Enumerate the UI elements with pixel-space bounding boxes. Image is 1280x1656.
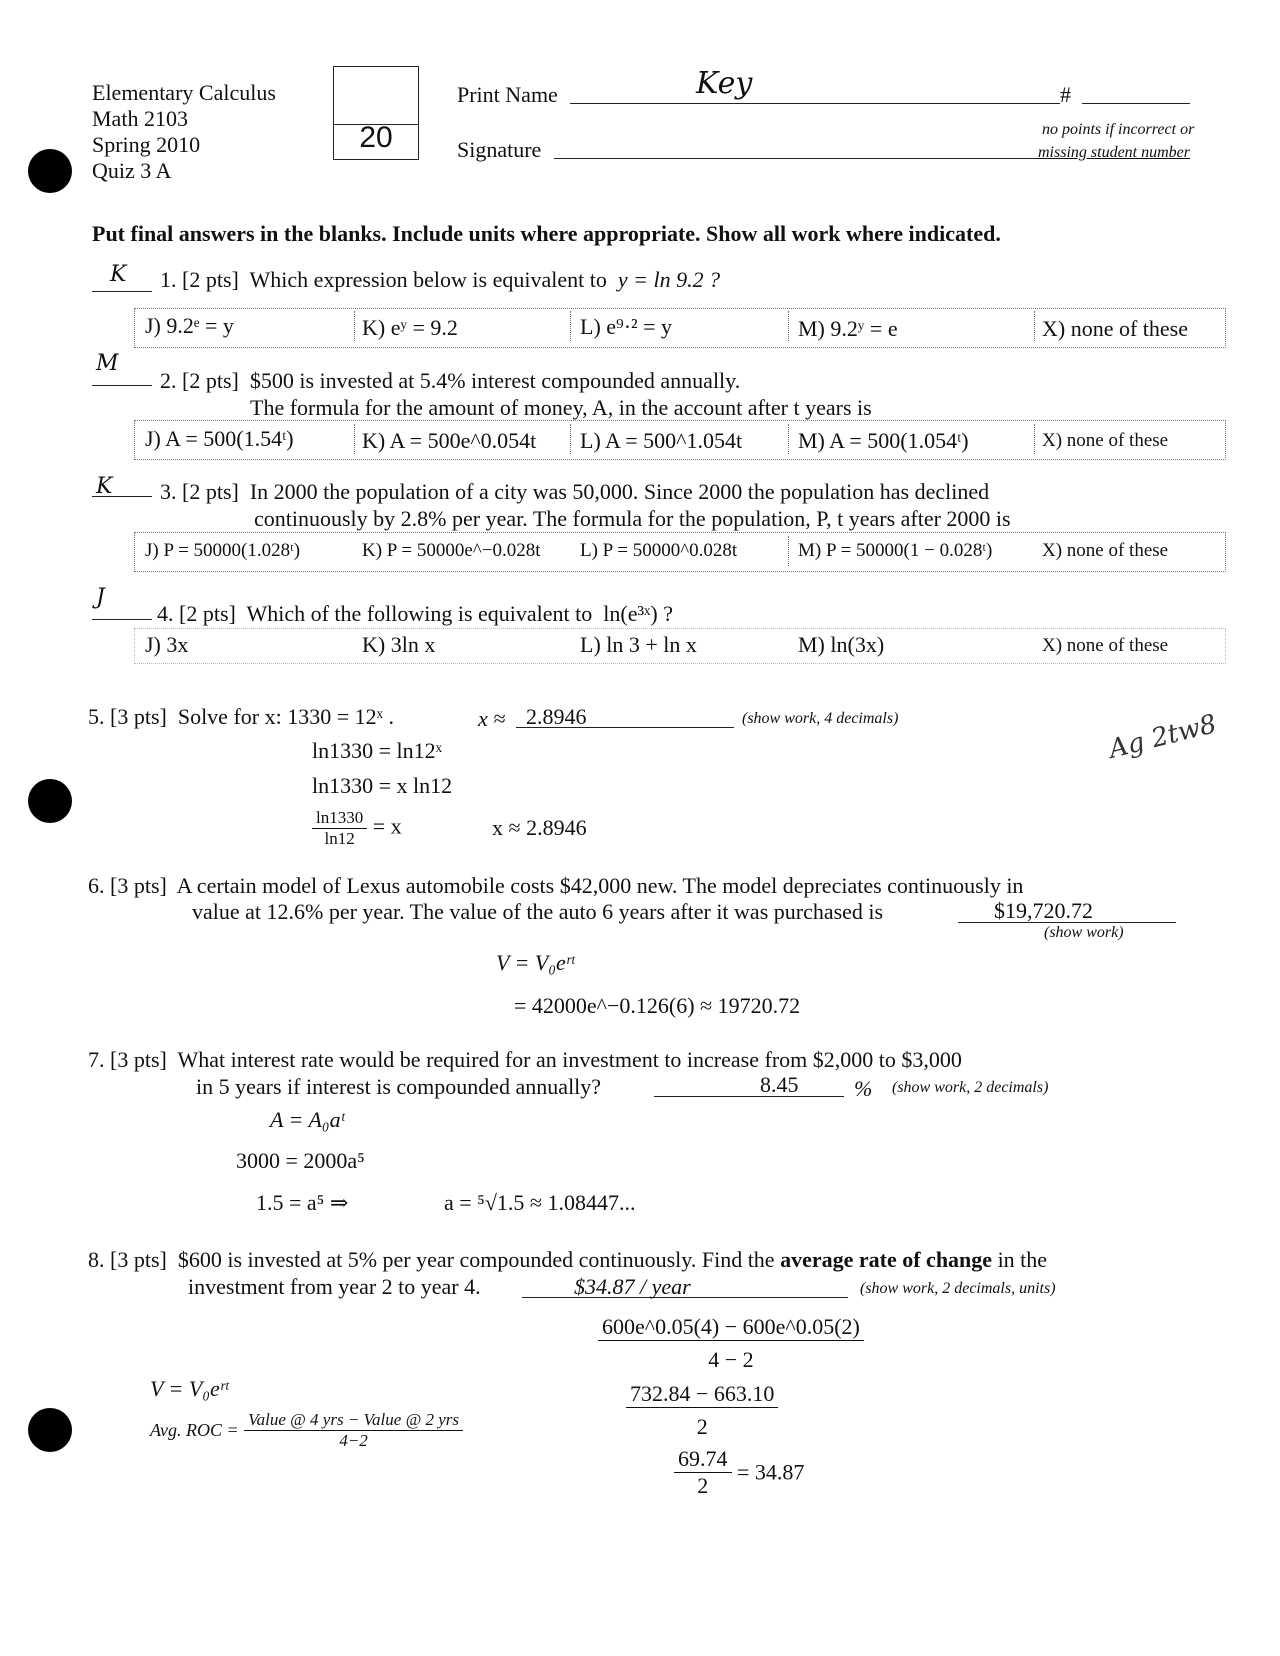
instructions: Put final answers in the blanks. Include units where appropriate. Show all work where indicated. (92, 221, 1001, 246)
q3-prompt (160, 479, 989, 505)
q8-avg-label: Avg. ROC = (150, 1420, 239, 1440)
q8-f3-result: = 34.87 (737, 1459, 805, 1485)
q3-choice-sep (788, 536, 789, 566)
print-name-label: Print Name (457, 82, 558, 107)
q8-f3-num: 69.74 (674, 1446, 732, 1473)
q1-prompt (160, 267, 720, 293)
q3-choice-x: X) none of these (1042, 540, 1169, 561)
course-title (92, 80, 276, 184)
q1-choice-k: K) eʸ = 9.2 (362, 315, 458, 340)
q8-work-v: V = V₀eʳᵗ (150, 1376, 229, 1401)
q2-choice-j: J) A = 500(1.54ᵗ) (145, 426, 294, 451)
q8-prompt (88, 1247, 1047, 1273)
q6-work-2: = 42000e^−0.126(6) ≈ 19720.72 (514, 993, 801, 1018)
q6-line2: value at 12.6% per year. The value of the auto 6 years after it was purchased is (192, 899, 884, 924)
q7-unit: % (854, 1076, 873, 1101)
q5-work-1: ln1330 = ln12ˣ (312, 738, 442, 763)
q6-work-1: V = V₀eʳᵗ (496, 950, 575, 975)
q5-work-3 (312, 808, 402, 849)
q4-choice-x: X) none of these (1042, 635, 1169, 656)
q8-f2-num: 732.84 − 663.10 (626, 1381, 778, 1408)
q5-frac-den: ln12 (324, 829, 355, 848)
q1-expression: y = ln 9.2 ? (617, 267, 721, 292)
q7-line1: What interest rate would be required for an investment to increase from $2,000 to $3,000 (177, 1047, 962, 1072)
q6-number: 6. (88, 873, 105, 898)
q2-line2: The formula for the amount of money, A, in the account after t years is (250, 395, 872, 420)
q2-answer: M (96, 351, 119, 376)
q2-choice-m: M) A = 500(1.054ᵗ) (798, 428, 969, 453)
q7-work-2: 3000 = 2000a⁵ (236, 1148, 365, 1173)
q1-choice-m: M) 9.2ʸ = e (798, 316, 898, 341)
q5-answer: 2.8946 (526, 704, 587, 729)
q1-choice-sep (570, 311, 571, 341)
q4-expression: ln(e³ˣ) ? (603, 601, 673, 626)
q3-choice-k: K) P = 50000e^−0.028t (362, 540, 541, 561)
punch-hole-top (28, 149, 72, 193)
q1-choice-sep (788, 311, 789, 341)
q7-prompt (88, 1047, 962, 1073)
q8-note: (show work, 2 decimals, units) (860, 1280, 1056, 1297)
q5-frac-num: ln1330 (312, 808, 367, 829)
number-note-2: missing student number (1038, 144, 1190, 161)
q2-choice-sep (354, 424, 355, 454)
q5-grader-mark: Ag 2tw8 (1105, 709, 1220, 765)
course-line: Math 2103 (92, 106, 188, 131)
q5-points: [3 pts] (110, 704, 167, 729)
q1-text: Which expression below is equivalent to (249, 267, 607, 292)
q3-number: 3. (160, 479, 177, 504)
q3-choice-m: M) P = 50000(1 − 0.028ᵗ) (798, 540, 993, 561)
q8-line1b: average rate of change (780, 1247, 993, 1272)
q5-answer-label: x ≈ (478, 706, 506, 731)
q5-number: 5. (88, 704, 105, 729)
q6-points: [3 pts] (110, 873, 167, 898)
q7-note: (show work, 2 decimals) (892, 1079, 1049, 1096)
q8-f3-den: 2 (697, 1473, 709, 1498)
q2-number: 2. (160, 368, 177, 393)
q2-choice-x: X) none of these (1042, 430, 1169, 451)
q5-note: (show work, 4 decimals) (742, 710, 899, 727)
q4-prompt (157, 601, 673, 627)
q8-f1-den: 4 − 2 (708, 1347, 754, 1372)
q2-prompt (160, 368, 740, 394)
student-number-field[interactable] (1082, 103, 1190, 104)
print-name-value: Key (696, 66, 753, 101)
print-name-field[interactable] (570, 103, 1060, 104)
punch-hole-middle (28, 779, 72, 823)
course-line: Quiz 3 A (92, 158, 172, 183)
course-line: Elementary Calculus (92, 80, 276, 105)
q2-choice-k: K) A = 500e^0.054t (362, 428, 537, 453)
q2-choice-sep (1034, 424, 1035, 454)
q7-points: [3 pts] (110, 1047, 167, 1072)
q7-work-3: 1.5 = a⁵ ⇒ (256, 1190, 349, 1215)
q2-choice-l: L) A = 500^1.054t (580, 428, 743, 453)
number-note-1: no points if incorrect or (1042, 121, 1195, 138)
q1-choice-sep (354, 311, 355, 341)
number-label: # (1060, 82, 1071, 107)
q7-line2: in 5 years if interest is compounded annually? (196, 1074, 602, 1099)
punch-hole-bottom (28, 1408, 72, 1452)
score-box (333, 66, 419, 160)
q2-points: [2 pts] (182, 368, 239, 393)
q4-points: [2 pts] (179, 601, 236, 626)
q6-note: (show work) (1044, 924, 1124, 941)
q8-number: 8. (88, 1247, 105, 1272)
q1-number: 1. (160, 267, 177, 292)
q4-answer: J (96, 585, 105, 610)
q1-answer: K (110, 262, 127, 287)
q8-f2-den: 2 (696, 1414, 708, 1439)
q7-work-1: A = A₀aᵗ (270, 1107, 345, 1132)
q5-text: Solve for x: 1330 = 12ˣ . (177, 704, 394, 729)
q3-line1: In 2000 the population of a city was 50,000. Since 2000 the population has declined (249, 479, 990, 504)
q4-number: 4. (157, 601, 174, 626)
q1-points: [2 pts] (182, 267, 239, 292)
q8-frac-1 (598, 1314, 864, 1373)
q1-answer-blank[interactable] (92, 291, 152, 292)
q3-answer: K (96, 474, 113, 499)
signature-field[interactable] (554, 158, 1038, 159)
q3-line2: continuously by 2.8% per year. The formula for the population, P, t years after 2000 is (254, 506, 1011, 531)
q4-answer-blank[interactable] (92, 619, 152, 620)
q5-work-2: ln1330 = x ln12 (312, 773, 453, 798)
q4-choice-j: J) 3x (145, 632, 189, 657)
q6-answer: $19,720.72 (994, 898, 1093, 923)
q1-choice-sep (1034, 311, 1035, 341)
q8-frac-3 (674, 1446, 804, 1499)
q8-f1-num: 600e^0.05(4) − 600e^0.05(2) (598, 1314, 864, 1341)
q2-answer-blank[interactable] (92, 385, 152, 386)
q7-answer: 8.45 (760, 1072, 799, 1097)
q8-line1a: $600 is invested at 5% per year compounded continuously. Find the (177, 1247, 775, 1272)
signature-label: Signature (457, 137, 542, 162)
q2-line1: $500 is invested at 5.4% interest compounded annually. (249, 368, 741, 393)
q3-choice-l: L) P = 50000^0.028t (580, 540, 738, 561)
q6-line1: A certain model of Lexus automobile costs $42,000 new. The model depreciates continuously in (176, 873, 1024, 898)
course-line: Spring 2010 (92, 132, 201, 157)
q8-frac-2 (626, 1381, 778, 1440)
q1-choice-l: L) e⁹·² = y (580, 314, 673, 339)
q4-choice-k: K) 3ln x (362, 632, 436, 657)
q3-points: [2 pts] (182, 479, 239, 504)
q4-choice-l: L) ln 3 + ln x (580, 632, 697, 657)
q8-points: [3 pts] (110, 1247, 167, 1272)
q3-choice-j: J) P = 50000(1.028ᵗ) (145, 540, 301, 561)
q7-work-4: a = ⁵√1.5 ≈ 1.08447... (444, 1190, 636, 1215)
q5-work-3-rhs: = x (372, 813, 402, 839)
q5-prompt (88, 704, 394, 730)
q8-avg-roc (150, 1410, 463, 1451)
q8-avg-num: Value @ 4 yrs − Value @ 2 yrs (244, 1410, 463, 1431)
q5-work-4: x ≈ 2.8946 (492, 815, 587, 840)
score-total: 20 (359, 121, 393, 154)
q8-line2: investment from year 2 to year 4. (188, 1274, 481, 1299)
q1-choice-j: J) 9.2ᵉ = y (145, 313, 234, 338)
q7-number: 7. (88, 1047, 105, 1072)
q2-choice-sep (570, 424, 571, 454)
q4-text: Which of the following is equivalent to (246, 601, 593, 626)
q2-choice-sep (788, 424, 789, 454)
q7-answer-blank[interactable] (654, 1096, 844, 1097)
q6-prompt (88, 873, 1023, 899)
q8-avg-den: 4−2 (339, 1431, 368, 1450)
q1-choice-x: X) none of these (1042, 316, 1189, 341)
q8-answer: $34.87 / year (574, 1274, 691, 1299)
q4-choice-m: M) ln(3x) (798, 632, 885, 657)
q8-line1c: in the (997, 1247, 1048, 1272)
